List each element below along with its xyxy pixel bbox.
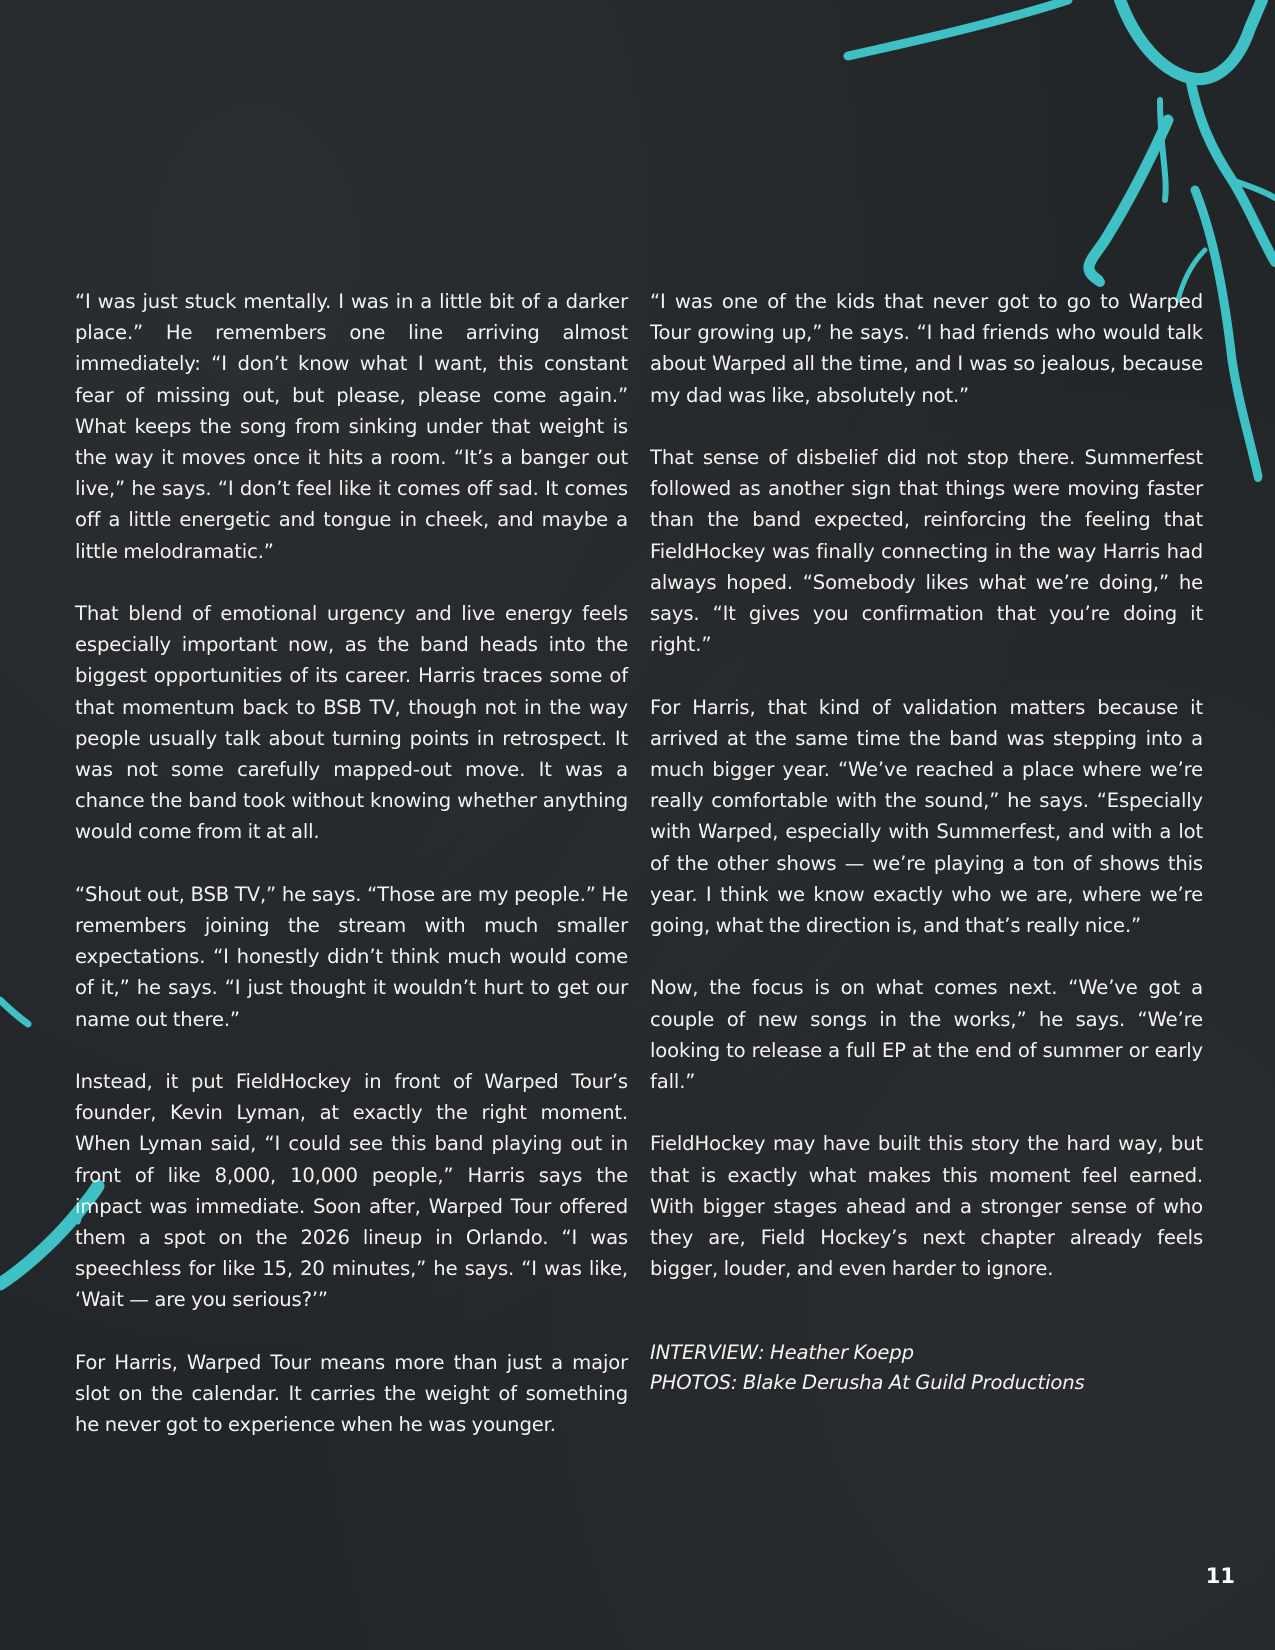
article-paragraph: For Harris, that kind of validation matters because it arrived at the same time the band was stepping into a much bigger year. “We’ve reached a place where we’re really comfortable with the sound,” he says. “Especially with Warped, especially with Summerfest, and with a lot of the other shows — we’re playing a ton of shows this year. I think we know exactly who we are, where we’re going, what the direction is, and that’s really nice.” (650, 695, 1203, 938)
article-right-column (650, 286, 1203, 1398)
article-paragraph: “Shout out, BSB TV,” he says. “Those are my people.” He remembers joining the stream with much smaller expectations. “I honestly didn’t think much would come of it,” he says. “I just thought it wouldn’t hurt to get our name out there.” (75, 882, 628, 1031)
article-paragraph: For Harris, Warped Tour means more than just a major slot on the calendar. It carries the weight of something he never got to experience when he was younger. (75, 1350, 628, 1437)
article-paragraph: That blend of emotional urgency and live energy feels especially important now, as the band heads into the biggest opportunities of its career. Harris traces some of that momentum back to BSB TV, though not in the way people usually talk about turning points in retrospect. It was not some carefully mapped-out move. It was a chance the band took without knowing whether anything would come from it at all. (75, 602, 628, 844)
article-paragraph: FieldHockey may have built this story the hard way, but that is exactly what makes this moment feel earned. With bigger stages ahead and a stronger sense of who they are, Field Hockey’s next chapter already feels bigger, louder, and even harder to ignore. (650, 1132, 1203, 1281)
article-credits (650, 1338, 1203, 1398)
article-paragraph: Instead, it put FieldHockey in front of Warped Tour’s founder, Kevin Lyman, at exactly the right moment. When Lyman said, “I could see this band playing out in front of like 8,000, 10,000 people,” Harris says the impact was immediate. Soon after, Warped Tour offered them a spot on the 2026 lineup in Orlando. “I was speechless for like 15, 20 minutes,” he says. “I was like, ‘Wait — are you serious?’” (75, 1070, 628, 1312)
article-paragraph: That sense of disbelief did not stop there. Summerfest followed as another sign that things were moving faster than the band expected, reinforcing the feeling that FieldHockey was finally connecting in the way Harris had always hoped. “Somebody likes what we’re doing,” he says. “It gives you confirmation that you’re doing it right.” (650, 446, 1203, 657)
interview-credit: INTERVIEW: Heather Koepp (650, 1341, 914, 1365)
page-number: 11 (1205, 1564, 1235, 1588)
article-left-column (75, 286, 628, 1472)
photos-credit: PHOTOS: Blake Derusha At Guild Productions (650, 1371, 1085, 1395)
article-paragraph: Now, the focus is on what comes next. “We’ve got a couple of new songs in the works,” he says. “We’re looking to release a full EP at the end of summer or early fall.” (650, 976, 1203, 1094)
article-paragraph: “I was one of the kids that never got to go to Warped Tour growing up,” he says. “I had friends who would talk about Warped all the time, and I was so jealous, because my dad was like, absolutely not.” (650, 290, 1203, 407)
article-paragraph: “I was just stuck mentally. I was in a little bit of a darker place.” He remembers one line arriving almost immediately: “I don’t know what I want, this constant fear of missing out, but please, please come again.” What keeps the song from sinking under that weight is the way it moves once it hits a room. “It’s a banger out live,” he says. “I don’t feel like it comes off sad. It comes off a little energetic and tongue in cheek, and maybe a little melodramatic.” (75, 290, 628, 563)
